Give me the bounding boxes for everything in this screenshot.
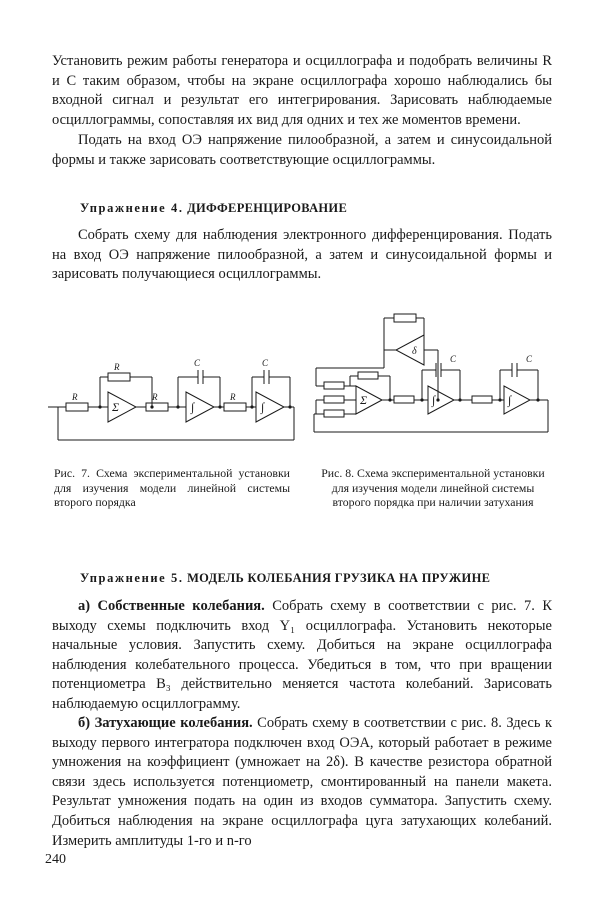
natural-oscillations-text: Собрать схему в соответствии с рис. 7. К выходу схемы подключить вход Y₁ осциллографа. Установить некоторые начальные условия. Запустить схему. Добиться на экране осциллографа наблюдения колебательного процесса. Убедиться в том, что при вращении потенциометра B₃ действительно меняется частота колебаний. Зарисовать наблюдаемую осциллограмму. <box>52 598 553 712</box>
fig7-integrator-2-symbol: ∫ <box>261 400 265 414</box>
figure-7-caption: Рис. 7. Схема экспериментальной установки для изучения модели линейной системы второго порядка <box>54 466 290 509</box>
paragraph-differentiation: Собрать схему для наблюдения электронного дифференцирования. Подать на вход ОЭ напряжение пилообразной, а затем и синусоидальной формы и зарисовать получающиеся осциллограммы. <box>52 227 552 283</box>
fig7-label-c2: C <box>262 358 269 368</box>
fig8-label-c2: C <box>526 354 533 364</box>
fig8-integrator-2-symbol: ∫ <box>508 393 512 407</box>
paragraph-damped-oscillations <box>52 714 552 851</box>
exercise-4-title: ДИФФЕРЕНЦИРОВАНИЕ <box>187 201 348 215</box>
fig7-label-r-out: R <box>230 392 236 402</box>
fig8-summer-symbol: Σ <box>360 393 368 407</box>
paragraph-integration-setup: Установить режим работы генератора и осциллографа и подобрать величины R и C таким образом, чтобы на экране осциллографа хорошо наблюдались бы входной сигнал и результат его интегрирования. Зарисовать наблюдаемые осциллограммы, сопоставляя их вид для одних и тех же моментов времени. <box>52 53 552 128</box>
damped-oscillations-heading: б) Затухающие колебания. <box>78 715 253 731</box>
figure-8-caption: Рис. 8. Схема экспериментальной установки для изучения модели линейной системы второго порядка при наличии затухания <box>321 466 545 509</box>
fig8-delta-symbol: δ <box>412 346 417 357</box>
figure-7-circuit-diagram <box>48 352 298 452</box>
fig8-label-c1: C <box>450 354 457 364</box>
natural-oscillations-heading: а) Собственные колебания. <box>78 598 265 614</box>
exercise-4-number: Упражнение 4. <box>80 201 184 215</box>
fig7-label-r-input: R <box>72 392 78 402</box>
fig7-integrator-1-symbol: ∫ <box>191 400 195 414</box>
fig7-label-r-feedback: R <box>114 362 120 372</box>
fig7-summer-symbol: Σ <box>112 400 120 414</box>
exercise-5-heading <box>80 571 490 586</box>
exercise-5-title: МОДЕЛЬ КОЛЕБАНИЯ ГРУЗИКА НА ПРУЖИНЕ <box>187 571 491 585</box>
fig7-label-r-mid: R <box>152 392 158 402</box>
fig8-integrator-1-symbol: ∫ <box>432 393 436 407</box>
fig7-label-c1: C <box>194 358 201 368</box>
exercise-5-number: Упражнение 5. <box>80 571 184 585</box>
damped-oscillations-text: Собрать схему в соответствии с рис. 8. Здесь к выходу первого интегратора подключен вход ОЭА, который работает в режиме умножения на коэффициент (умножает на 2δ). В качестве резистора обратной связи здесь используется потенциометр, смонтированный на панели макета. Результат умножения подать на один из входов сумматора. Запустить схему. Добиться наблюдения на экране осциллографа цуга затухающих колебаний. Измерить амплитуды 1-го и n-го <box>52 715 552 849</box>
paragraph-sawtooth-input: Подать на вход ОЭ напряжение пилообразной, а затем и синусоидальной формы и также зарисовать соответствующие осциллограммы. <box>52 132 552 168</box>
page-number: 240 <box>45 852 66 867</box>
exercise-4-heading <box>80 201 347 216</box>
paragraph-natural-oscillations <box>52 597 552 715</box>
figure-8-circuit-diagram <box>312 300 552 438</box>
